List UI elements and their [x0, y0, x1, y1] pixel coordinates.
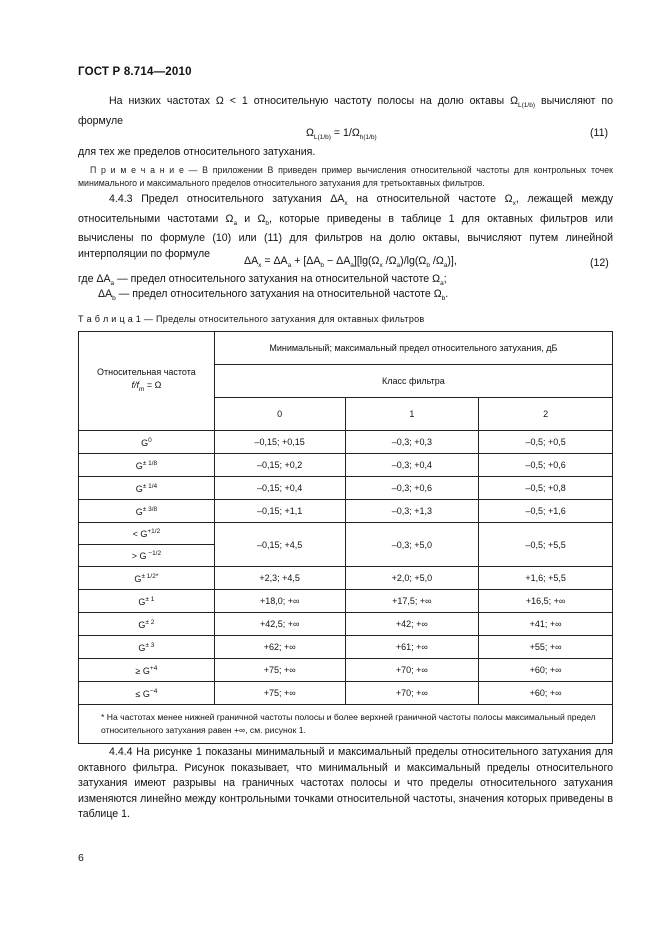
- value-cell: +2,0; +5,0: [345, 567, 479, 590]
- value-cell: –0,3; +1,3: [345, 500, 479, 523]
- freq-cell: $G^{\pm 3}$: [79, 636, 215, 659]
- freq-cell: $G^{\pm 3/8}$: [79, 500, 215, 523]
- table-row: [79, 477, 613, 500]
- value-cell: +70; +∞: [345, 682, 479, 705]
- table-row: [79, 500, 613, 523]
- value-cell: –0,5; +1,6: [479, 500, 613, 523]
- freq-cell: > G $^{-1/2}$: [79, 545, 215, 567]
- paragraph-4-4-4: 4.4.4 На рисунке 1 показаны минимальный и максимальный пределы относительного затухания для октавного фильтра. Рисунок показывает, что минимальный и максимальный пределы относительного затухания имеют разрывы на граничных частотах полосы и что пределы относительного затухания изменяются линейно между контрольными точками относительной частоты, значения которых приведены в таблице 1.: [78, 746, 613, 821]
- value-cell: +75; +∞: [214, 659, 345, 682]
- value-cell: –0,5; +5,5: [479, 523, 613, 567]
- header-attenuation-limits: Минимальный; максимальный предел относительного затухания, дБ: [214, 332, 612, 365]
- note: П р и м е ч а н и е — В приложении В приведен пример вычисления относительной частоты для контрольных точек минимального и максимального пределов относительного затухания для третьоктавных фильтров.: [78, 165, 613, 188]
- value-cell: –0,3; +0,4: [345, 454, 479, 477]
- value-cell: +75; +∞: [214, 682, 345, 705]
- value-cell: –0,3; +0,3: [345, 431, 479, 454]
- value-cell: –0,3; +0,6: [345, 477, 479, 500]
- value-cell: +42,5; +∞: [214, 613, 345, 636]
- document-header: ГОСТ Р 8.714—2010: [78, 66, 192, 78]
- value-cell: –0,5; +0,5: [479, 431, 613, 454]
- table-row: [79, 454, 613, 477]
- value-cell: +18,0; +∞: [214, 590, 345, 613]
- value-cell: –0,15; +0,15: [214, 431, 345, 454]
- equation-number-12: (12): [590, 257, 609, 269]
- table-row: [79, 636, 613, 659]
- value-cell: –0,5; +0,8: [479, 477, 613, 500]
- freq-cell: $G^{\pm 1/4}$: [79, 477, 215, 500]
- table-row: [79, 590, 613, 613]
- paragraph-4-4-3: 4.4.3 Предел относительного затухания $\Delta A_x$ на относительной частоте $\Omega_x$, лежащей между относительными частотами $\Omega_a$ и $\Omega_b$, которые приведены в таблице 1 для октавных фильтров или вычислены по формуле (10) или (11) для фильтров на долю октавы, вычисляют путем линейной интерполяции по формуле: [78, 193, 614, 260]
- value-cell: +61; +∞: [345, 636, 479, 659]
- page-number: 6: [78, 852, 84, 864]
- header-class-0: 0: [214, 398, 345, 431]
- table-row: [79, 613, 613, 636]
- value-cell: –0,15; +0,4: [214, 477, 345, 500]
- header-relative-frequency: Относительная частота $f/f_m = \Omega$: [79, 332, 215, 431]
- paragraph-low-freq: На низких частотах Ω < 1 относительную частоту полосы на долю октавы $\Omega_{L(1/b)}$ вычисляют по формуле: [78, 95, 613, 127]
- value-cell: +41; +∞: [479, 613, 613, 636]
- where-line-b: $\Delta A_b$ — предел относительного затухания на относительной частоте $\Omega_b$.: [98, 288, 449, 303]
- equation-number-11: (11): [590, 127, 609, 139]
- table-row: [79, 567, 613, 590]
- freq-cell: ≤ $G^{-4}$: [79, 682, 215, 705]
- table-row: [79, 659, 613, 682]
- paragraph-same-limits: для тех же пределов относительного затухания.: [78, 146, 316, 158]
- value-cell: +60; +∞: [479, 682, 613, 705]
- freq-cell: $G^{\pm 1/2*}$: [79, 567, 215, 590]
- header-filter-class: Класс фильтра: [214, 365, 612, 398]
- value-cell: +2,3; +4,5: [214, 567, 345, 590]
- table-footnote: * На частотах менее нижней граничной частоты полосы и более верхней граничной частоты полосы максимальный предел относительного затухания равен +∞, см. рисунок 1.: [79, 705, 613, 744]
- value-cell: –0,15; +4,5: [214, 523, 345, 567]
- table-caption: Т а б л и ц а 1 — Пределы относительного затухания для октавных фильтров: [78, 314, 425, 324]
- freq-cell: $G^{\pm 1/8}$: [79, 454, 215, 477]
- freq-cell: ≥ $G^{+4}$: [79, 659, 215, 682]
- value-cell: –0,15; +0,2: [214, 454, 345, 477]
- header-class-2: 2: [479, 398, 613, 431]
- table-row: [79, 682, 613, 705]
- freq-cell: $G^{\pm 2}$: [79, 613, 215, 636]
- formula-11: $\Omega_{L(1/b)} = 1/\Omega_{h(1/b)}$: [306, 127, 377, 142]
- value-cell: –0,5; +0,6: [479, 454, 613, 477]
- value-cell: +1,6; +5,5: [479, 567, 613, 590]
- value-cell: +42; +∞: [345, 613, 479, 636]
- value-cell: +60; +∞: [479, 659, 613, 682]
- formula-12: $\Delta A_x = \Delta A_a + [\Delta A_b - \Delta A_a][\lg(\Omega_x$ $/\Omega_a)/\lg(\Omega_b$ $/\Omega_a$)],: [244, 255, 457, 270]
- value-cell: –0,15; +1,1: [214, 500, 345, 523]
- header-class-1: 1: [345, 398, 479, 431]
- value-cell: +70; +∞: [345, 659, 479, 682]
- where-line-a: где $\Delta A_a$ — предел относительного затухания на относительной частоте $\Omega_a$;: [78, 273, 447, 288]
- attenuation-limits-table: [78, 331, 613, 744]
- freq-cell: $G^{\pm 1}$: [79, 590, 215, 613]
- freq-cell: $G^0$: [79, 431, 215, 454]
- value-cell: +62; +∞: [214, 636, 345, 659]
- value-cell: +17,5; +∞: [345, 590, 479, 613]
- value-cell: –0,3; +5,0: [345, 523, 479, 567]
- value-cell: +55; +∞: [479, 636, 613, 659]
- table-row: [79, 431, 613, 454]
- freq-cell: < $G^{+1/2}$: [79, 523, 215, 545]
- table-row: [79, 523, 613, 545]
- value-cell: +16,5; +∞: [479, 590, 613, 613]
